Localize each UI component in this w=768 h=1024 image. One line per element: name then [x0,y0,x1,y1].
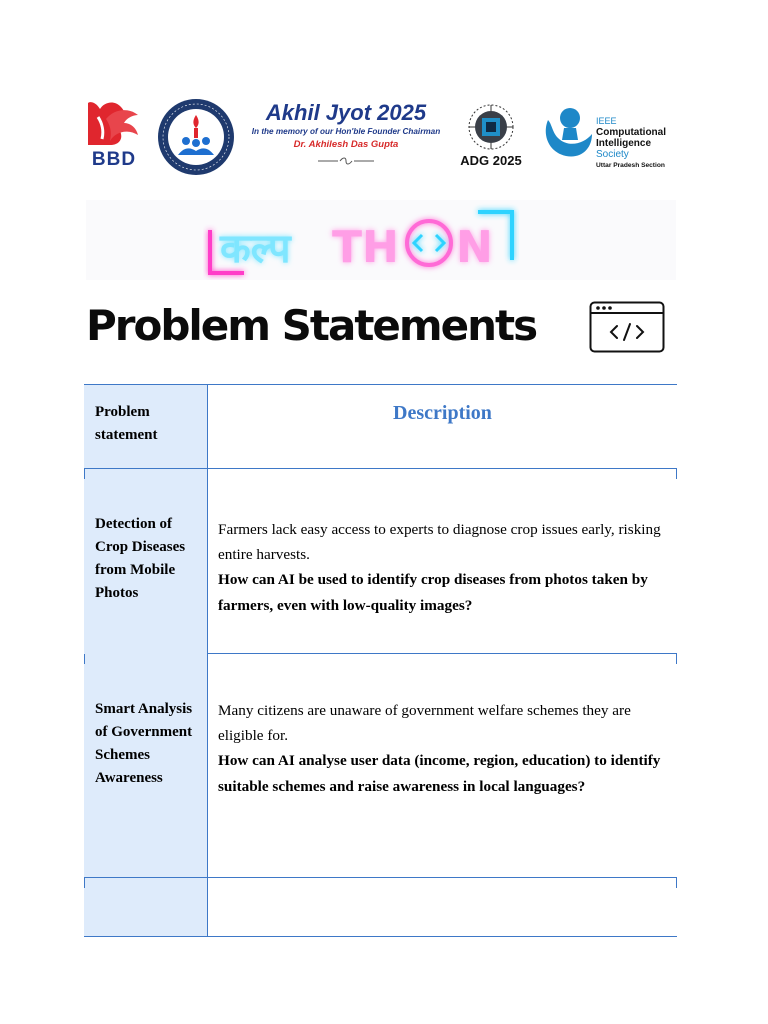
bbd-logo-icon [84,97,144,151]
ieee-line-society: Society [596,149,629,160]
akhil-jyot-memory-line: In the memory of our Hon'ble Founder Chairman [251,127,441,136]
kalpathon-logo [86,200,676,280]
adg-logo-text: ADG 2025 [460,153,522,168]
empty-row [208,878,676,936]
akhil-jyot-logo [250,100,442,172]
memorial-seal-icon [156,97,236,177]
row-2-context: Many citizens are unaware of government welfare schemes they are eligible for. [218,702,631,744]
ieee-cis-icon [540,104,596,164]
adg-chip-icon [456,103,526,153]
ieee-line-computational: Computational [596,127,666,138]
left-column-shading [84,384,207,937]
flourish-icon [316,157,376,165]
kalpathon-banner [86,200,676,280]
row-2-title: Smart Analysis of Government Schemes Awareness [95,701,193,786]
code-window-icon [589,301,665,353]
problem-statements-table [84,384,677,937]
kalpathon-n: N [456,222,493,273]
ieee-line-ieee: IEEE [596,116,617,126]
row-1-context: Farmers lack easy access to experts to diagnose crop issues early, risking entire harvests. [218,521,661,563]
ieee-cis-logo [540,104,682,168]
ieee-line-intelligence: Intelligence [596,138,652,149]
bbd-logo-text: BBD [91,149,137,170]
row-1-question: How can AI be used to identify crop diseases from photos taken by farmers, even with low-quality images? [218,571,648,614]
row-1-description [218,517,666,619]
row-1-title: Detection of Crop Diseases from Mobile Photos [95,516,186,601]
header-description: Description [393,402,492,424]
kalpathon-hindi: कल्प [220,226,291,272]
page-title: Problem Statements [86,301,537,350]
bbd-logo [84,97,144,173]
row-2-description [218,698,666,800]
memorial-seal [156,97,236,177]
header-problem-statement: Problem statement [95,404,158,443]
akhil-jyot-title: Akhil Jyot 2025 [265,100,427,125]
kalpathon-th: TH [332,222,399,273]
row-2-question: How can AI analyse user data (income, region, education) to identify suitable schemes and raise awareness in local languages? [218,752,661,795]
akhil-jyot-name: Dr. Akhilesh Das Gupta [293,139,399,150]
adg-logo [456,103,526,171]
ieee-line-section: Uttar Pradesh Section [596,162,665,169]
